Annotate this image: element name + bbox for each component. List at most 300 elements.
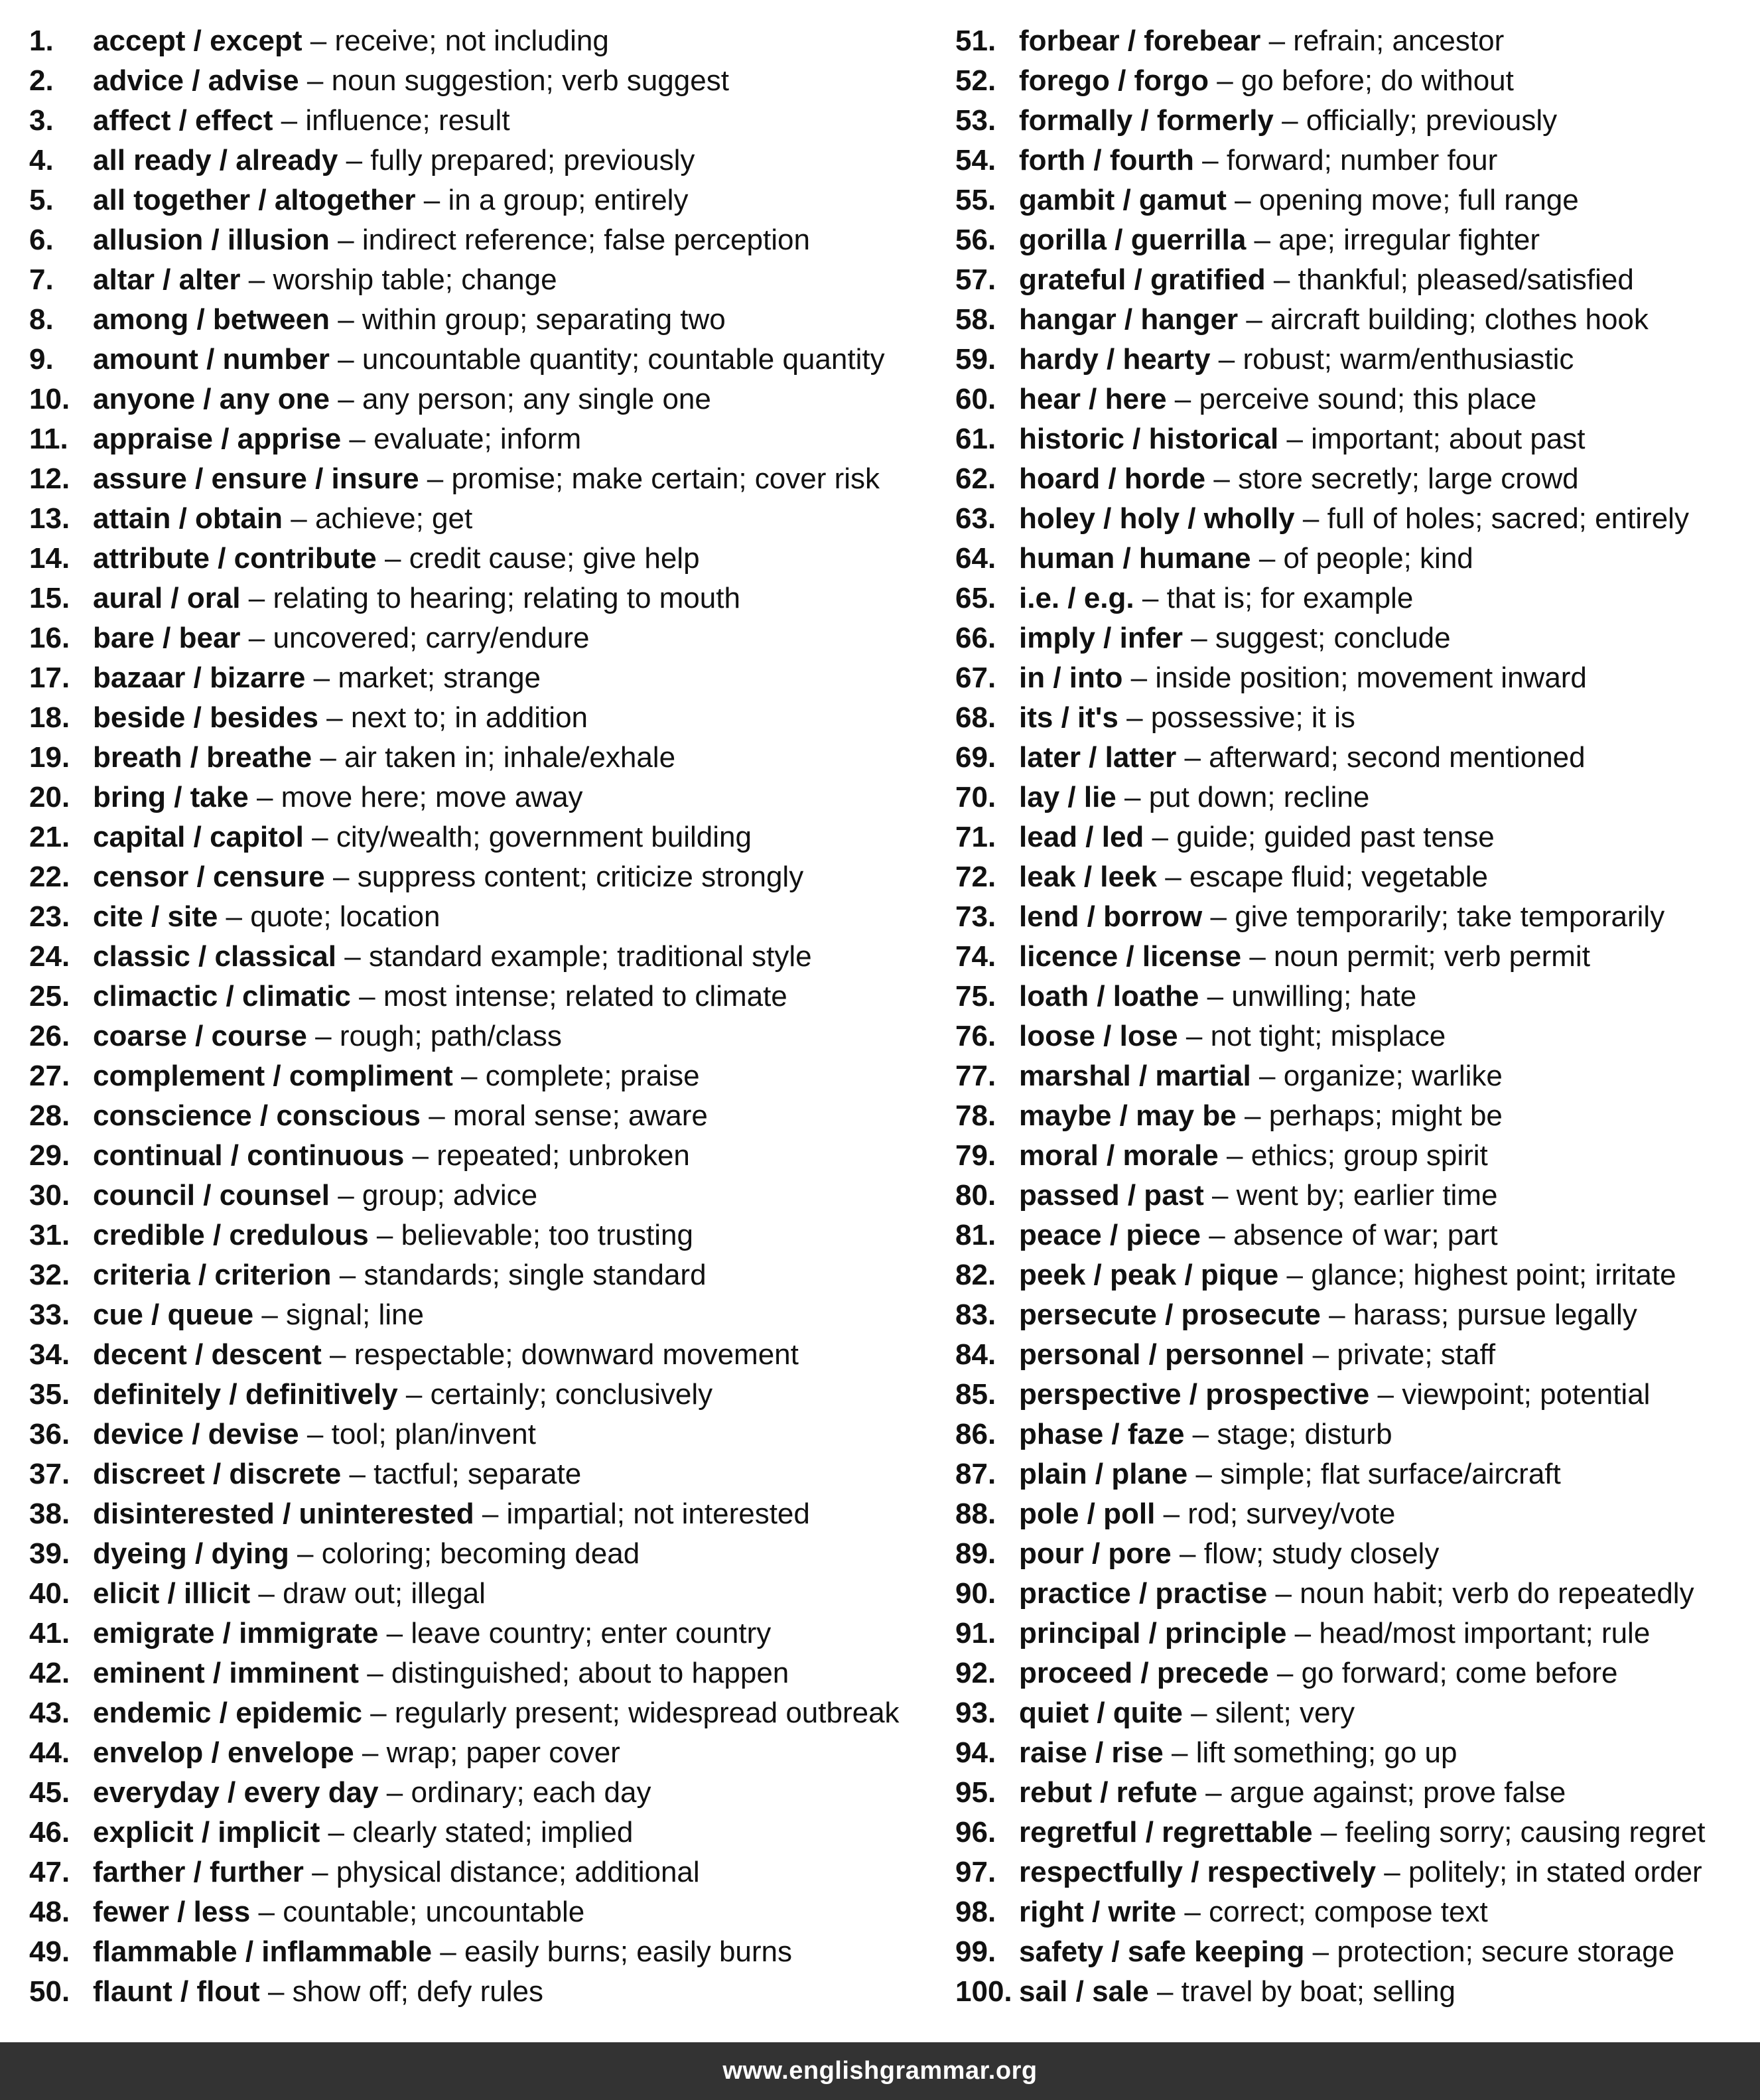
entry-number: 50. xyxy=(29,1975,70,2008)
entry-separator: – xyxy=(291,502,307,535)
entry-number: 29. xyxy=(29,1139,70,1172)
entry-words: loath / loathe xyxy=(1019,980,1199,1013)
list-item xyxy=(29,1016,925,1056)
entry-definition: moral sense; aware xyxy=(452,1099,708,1132)
entry-words: pour / pore xyxy=(1019,1537,1172,1570)
entry-words: later / latter xyxy=(1019,741,1177,774)
list-item xyxy=(29,1773,925,1813)
entry-separator: – xyxy=(1180,1537,1196,1570)
entry-number: 22. xyxy=(29,861,70,893)
entry-definition: unwilling; hate xyxy=(1231,980,1417,1013)
entry-definition: achieve; get xyxy=(314,502,473,535)
entry-definition: ordinary; each day xyxy=(411,1776,651,1809)
entry-separator: – xyxy=(1174,383,1191,415)
entry-words: hardy / hearty xyxy=(1019,343,1211,376)
entry-separator: – xyxy=(320,741,336,774)
entry-separator: – xyxy=(281,104,298,137)
entry-definition: physical distance; additional xyxy=(336,1856,700,1888)
entry-words: hangar / hanger xyxy=(1019,303,1239,336)
entry-definition: forward; number four xyxy=(1226,144,1498,176)
entry-words: aural / oral xyxy=(93,582,241,614)
entry-number: 64. xyxy=(955,542,996,575)
entry-number: 76. xyxy=(955,1020,996,1052)
entry-definition: relating to hearing; relating to mouth xyxy=(273,582,740,614)
entry-separator: – xyxy=(1130,662,1148,694)
entry-words: disinterested / uninterested xyxy=(93,1498,474,1530)
entry-definition: inside position; movement inward xyxy=(1155,662,1587,694)
entry-definition: in a group; entirely xyxy=(448,184,689,216)
entry-number: 36. xyxy=(29,1418,70,1450)
entry-words: council / counsel xyxy=(93,1179,330,1212)
entry-definition: ape; irregular fighter xyxy=(1278,224,1540,256)
list-item xyxy=(29,1216,925,1255)
list-item xyxy=(955,141,1760,180)
entry-separator: – xyxy=(226,900,243,933)
entry-number: 12. xyxy=(29,462,70,495)
entry-words: affect / effect xyxy=(93,104,273,137)
entry-definition: city/wealth; government building xyxy=(336,821,752,853)
entry-separator: – xyxy=(1286,1259,1303,1291)
list-item xyxy=(955,180,1760,220)
entry-definition: possessive; it is xyxy=(1150,701,1355,734)
entry-separator: – xyxy=(1205,1776,1222,1809)
entry-words: formally / formerly xyxy=(1019,104,1274,137)
entry-definition: clearly stated; implied xyxy=(352,1816,634,1849)
entry-number: 3. xyxy=(29,104,54,137)
entry-number: 47. xyxy=(29,1856,70,1888)
entry-separator: – xyxy=(326,701,343,734)
entry-definition: go forward; come before xyxy=(1301,1657,1618,1689)
list-item xyxy=(955,1773,1760,1813)
entry-separator: – xyxy=(1235,184,1251,216)
entry-words: principal / principle xyxy=(1019,1617,1287,1649)
entry-number: 40. xyxy=(29,1577,70,1610)
entry-number: 98. xyxy=(955,1896,996,1928)
entry-number: 46. xyxy=(29,1816,70,1849)
list-item xyxy=(29,1136,925,1176)
entry-definition: full of holes; sacred; entirely xyxy=(1327,502,1689,535)
entry-separator: – xyxy=(339,1259,356,1291)
entry-definition: that is; for example xyxy=(1166,582,1414,614)
entry-separator: – xyxy=(1244,1099,1261,1132)
list-item xyxy=(955,300,1760,340)
entry-number: 38. xyxy=(29,1498,70,1530)
entry-separator: – xyxy=(1195,1458,1212,1490)
entry-definition: private; staff xyxy=(1337,1338,1496,1371)
entry-separator: – xyxy=(376,1219,393,1251)
entry-separator: – xyxy=(310,25,327,57)
entry-words: everyday / every day xyxy=(93,1776,379,1809)
entry-number: 54. xyxy=(955,144,996,176)
entry-number: 61. xyxy=(955,423,996,455)
list-item xyxy=(955,1494,1760,1534)
entry-separator: – xyxy=(1163,1498,1180,1530)
entry-separator: – xyxy=(359,980,375,1013)
entry-definition: suppress content; criticize strongly xyxy=(357,861,804,893)
entry-words: bazaar / bizarre xyxy=(93,662,306,694)
entry-number: 91. xyxy=(955,1617,996,1649)
entry-definition: promise; make certain; cover risk xyxy=(451,462,880,495)
entry-words: farther / further xyxy=(93,1856,304,1888)
list-item xyxy=(29,1096,925,1136)
entry-separator: – xyxy=(1152,821,1169,853)
entry-words: emigrate / immigrate xyxy=(93,1617,379,1649)
entry-definition: officially; previously xyxy=(1306,104,1558,137)
entry-words: safety / safe keeping xyxy=(1019,1935,1305,1968)
entry-definition: complete; praise xyxy=(485,1060,700,1092)
list-item xyxy=(29,180,925,220)
list-item xyxy=(29,1454,925,1494)
entry-separator: – xyxy=(405,1378,423,1411)
entry-definition: signal; line xyxy=(286,1298,424,1331)
list-item xyxy=(955,937,1760,977)
entry-separator: – xyxy=(313,662,330,694)
entry-definition: respectable; downward movement xyxy=(354,1338,799,1371)
entry-definition: harass; pursue legally xyxy=(1353,1298,1637,1331)
list-item xyxy=(955,778,1760,817)
entry-words: attain / obtain xyxy=(93,502,283,535)
entry-words: hoard / horde xyxy=(1019,462,1206,495)
list-item xyxy=(29,340,925,380)
entry-number: 33. xyxy=(29,1298,70,1331)
list-item xyxy=(29,61,925,101)
entry-separator: – xyxy=(1209,1219,1225,1251)
entry-definition: noun permit; verb permit xyxy=(1274,940,1590,973)
entry-words: flammable / inflammable xyxy=(93,1935,433,1968)
entry-number: 1. xyxy=(29,25,54,57)
entry-separator: – xyxy=(248,622,265,654)
entry-definition: certainly; conclusively xyxy=(430,1378,713,1411)
list-item xyxy=(29,1653,925,1693)
entry-definition: distinguished; about to happen xyxy=(391,1657,789,1689)
entry-words: conscience / conscious xyxy=(93,1099,421,1132)
entry-separator: – xyxy=(1282,104,1298,137)
entry-separator: – xyxy=(1207,980,1224,1013)
entry-words: forth / fourth xyxy=(1019,144,1194,176)
list-item xyxy=(955,1892,1760,1932)
list-item xyxy=(955,539,1760,579)
entry-number: 97. xyxy=(955,1856,996,1888)
entry-separator: – xyxy=(1286,423,1303,455)
entry-words: attribute / contribute xyxy=(93,542,377,575)
list-item xyxy=(29,1415,925,1454)
list-item xyxy=(29,1176,925,1216)
list-item xyxy=(29,220,925,260)
list-item xyxy=(955,1733,1760,1773)
entry-definition: wrap; paper cover xyxy=(386,1736,620,1769)
entry-number: 86. xyxy=(955,1418,996,1450)
entry-number: 37. xyxy=(29,1458,70,1490)
entry-number: 41. xyxy=(29,1617,70,1649)
entry-number: 25. xyxy=(29,980,70,1013)
entry-words: right / write xyxy=(1019,1896,1177,1928)
entry-number: 71. xyxy=(955,821,996,853)
entry-words: rebut / refute xyxy=(1019,1776,1197,1809)
entry-number: 9. xyxy=(29,343,54,376)
entry-number: 45. xyxy=(29,1776,70,1809)
entry-words: peek / peak / pique xyxy=(1019,1259,1279,1291)
entry-number: 70. xyxy=(955,781,996,813)
entry-separator: – xyxy=(1254,224,1271,256)
entry-number: 60. xyxy=(955,383,996,415)
list-item xyxy=(29,1614,925,1653)
entry-words: personal / personnel xyxy=(1019,1338,1305,1371)
list-item xyxy=(29,937,925,977)
entry-separator: – xyxy=(1218,343,1235,376)
entry-definition: viewpoint; potential xyxy=(1402,1378,1651,1411)
entry-number: 57. xyxy=(955,263,996,296)
entry-number: 32. xyxy=(29,1259,70,1291)
entry-number: 17. xyxy=(29,662,70,694)
entry-separator: – xyxy=(385,542,401,575)
entry-number: 11. xyxy=(29,423,68,455)
entry-definition: market; strange xyxy=(338,662,541,694)
list-item xyxy=(29,300,925,340)
entry-separator: – xyxy=(338,1179,354,1212)
entry-words: passed / past xyxy=(1019,1179,1204,1212)
entry-number: 66. xyxy=(955,622,996,654)
entry-definition: flow; study closely xyxy=(1203,1537,1440,1570)
entry-definition: put down; recline xyxy=(1148,781,1370,813)
entry-words: coarse / course xyxy=(93,1020,307,1052)
entry-number: 74. xyxy=(955,940,996,973)
entry-separator: – xyxy=(1268,25,1286,57)
entry-separator: – xyxy=(349,1458,366,1490)
entry-number: 84. xyxy=(955,1338,996,1371)
entry-number: 68. xyxy=(955,701,996,734)
list-item xyxy=(955,1335,1760,1375)
entry-definition: draw out; illegal xyxy=(283,1577,486,1610)
entry-definition: repeated; unbroken xyxy=(437,1139,690,1172)
entry-separator: – xyxy=(1192,1418,1209,1450)
entry-separator: – xyxy=(1275,1577,1292,1610)
entry-definition: of people; kind xyxy=(1283,542,1473,575)
entry-words: forego / forgo xyxy=(1019,64,1209,97)
entry-number: 5. xyxy=(29,184,54,216)
entry-separator: – xyxy=(332,861,350,893)
entry-words: in / into xyxy=(1019,662,1123,694)
entry-separator: – xyxy=(330,1338,346,1371)
entry-separator: – xyxy=(338,343,354,376)
entry-words: phase / faze xyxy=(1019,1418,1185,1450)
entry-number: 24. xyxy=(29,940,70,973)
entry-definition: leave country; enter country xyxy=(411,1617,772,1649)
entry-number: 99. xyxy=(955,1935,996,1968)
entry-definition: afterward; second mentioned xyxy=(1209,741,1586,774)
entry-words: classic / classical xyxy=(93,940,336,973)
list-item xyxy=(29,539,925,579)
entry-definition: tool; plan/invent xyxy=(331,1418,536,1450)
entry-definition: receive; not including xyxy=(334,25,609,57)
entry-number: 95. xyxy=(955,1776,996,1809)
entry-words: climactic / climatic xyxy=(93,980,351,1013)
entry-number: 78. xyxy=(955,1099,996,1132)
entry-words: human / humane xyxy=(1019,542,1251,575)
list-item xyxy=(955,897,1760,937)
entry-definition: easily burns; easily burns xyxy=(464,1935,793,1968)
entry-number: 69. xyxy=(955,741,996,774)
list-item xyxy=(29,260,925,300)
entry-number: 79. xyxy=(955,1139,996,1172)
entry-definition: suggest; conclude xyxy=(1215,622,1451,654)
entry-words: assure / ensure / insure xyxy=(93,462,419,495)
entry-number: 35. xyxy=(29,1378,70,1411)
entry-separator: – xyxy=(1184,1896,1201,1928)
entry-separator: – xyxy=(1124,781,1141,813)
entry-words: credible / credulous xyxy=(93,1219,369,1251)
list-item xyxy=(29,1892,925,1932)
entry-words: gorilla / guerrilla xyxy=(1019,224,1247,256)
entry-words: i.e. / e.g. xyxy=(1019,582,1134,614)
entry-words: leak / leek xyxy=(1019,861,1157,893)
entry-number: 21. xyxy=(29,821,70,853)
entry-definition: indirect reference; false perception xyxy=(362,224,810,256)
entry-words: quiet / quite xyxy=(1019,1697,1183,1729)
entry-separator: – xyxy=(429,1099,445,1132)
entry-number: 82. xyxy=(955,1259,996,1291)
entry-words: altar / alter xyxy=(93,263,241,296)
entry-words: accept / except xyxy=(93,25,303,57)
entry-number: 15. xyxy=(29,582,70,614)
entry-separator: – xyxy=(1202,144,1219,176)
entry-words: among / between xyxy=(93,303,330,336)
entry-words: capital / capitol xyxy=(93,821,304,853)
entry-separator: – xyxy=(1191,622,1207,654)
entry-separator: – xyxy=(1320,1816,1337,1849)
list-item xyxy=(955,618,1760,658)
entry-words: bare / bear xyxy=(93,622,241,654)
entry-number: 13. xyxy=(29,502,70,535)
entry-words: anyone / any one xyxy=(93,383,330,415)
entry-number: 8. xyxy=(29,303,54,336)
entry-words: persecute / prosecute xyxy=(1019,1298,1321,1331)
entry-number: 10. xyxy=(29,383,70,415)
entry-words: proceed / precede xyxy=(1019,1657,1269,1689)
entry-words: envelop / envelope xyxy=(93,1736,354,1769)
entry-definition: head/most important; rule xyxy=(1319,1617,1651,1649)
entry-number: 81. xyxy=(955,1219,996,1251)
entry-number: 19. xyxy=(29,741,70,774)
entry-words: cite / site xyxy=(93,900,218,933)
entry-number: 100. xyxy=(955,1975,1012,2008)
entry-number: 83. xyxy=(955,1298,996,1331)
entry-definition: quote; location xyxy=(250,900,440,933)
entry-separator: – xyxy=(315,1020,332,1052)
list-item xyxy=(29,419,925,459)
entry-definition: organize; warlike xyxy=(1283,1060,1503,1092)
entry-number: 48. xyxy=(29,1896,70,1928)
entry-separator: – xyxy=(256,781,273,813)
entry-separator: – xyxy=(386,1776,403,1809)
entry-number: 80. xyxy=(955,1179,996,1212)
entry-number: 73. xyxy=(955,900,996,933)
list-item xyxy=(29,1295,925,1335)
list-item xyxy=(955,1375,1760,1415)
entry-definition: ethics; group spirit xyxy=(1251,1139,1488,1172)
footer-url[interactable]: www.englishgrammar.org xyxy=(722,2057,1038,2085)
list-item xyxy=(955,499,1760,539)
entry-definition: noun habit; verb do repeatedly xyxy=(1300,1577,1694,1610)
entry-separator: – xyxy=(412,1139,429,1172)
entry-number: 53. xyxy=(955,104,996,137)
entry-separator: – xyxy=(427,462,444,495)
entry-separator: – xyxy=(482,1498,499,1530)
list-item xyxy=(955,817,1760,857)
entry-definition: simple; flat surface/aircraft xyxy=(1220,1458,1561,1490)
list-item xyxy=(29,1972,925,2012)
entry-number: 51. xyxy=(955,25,996,57)
entry-words: hear / here xyxy=(1019,383,1167,415)
entry-number: 65. xyxy=(955,582,996,614)
entry-number: 20. xyxy=(29,781,70,813)
entry-separator: – xyxy=(1227,1139,1243,1172)
entry-definition: travel by boat; selling xyxy=(1181,1975,1455,2008)
list-item xyxy=(955,380,1760,419)
entry-words: amount / number xyxy=(93,343,330,376)
entry-definition: perceive sound; this place xyxy=(1199,383,1537,415)
entry-definition: most intense; related to climate xyxy=(383,980,787,1013)
entry-number: 14. xyxy=(29,542,70,575)
entry-words: moral / morale xyxy=(1019,1139,1219,1172)
entry-separator: – xyxy=(1171,1736,1188,1769)
entry-separator: – xyxy=(338,383,354,415)
entry-definition: rough; path/class xyxy=(339,1020,562,1052)
entry-definition: rod; survey/vote xyxy=(1187,1498,1396,1530)
entry-separator: – xyxy=(1156,1975,1174,2008)
list-item xyxy=(29,1853,925,1892)
entry-separator: – xyxy=(423,184,440,216)
list-item xyxy=(955,1295,1760,1335)
entry-number: 96. xyxy=(955,1816,996,1849)
entry-separator: – xyxy=(1246,303,1262,336)
entry-number: 56. xyxy=(955,224,996,256)
list-item xyxy=(29,21,925,61)
list-item xyxy=(955,1853,1760,1892)
entry-words: lay / lie xyxy=(1019,781,1117,813)
list-item xyxy=(955,1454,1760,1494)
entry-words: its / it's xyxy=(1019,701,1118,734)
entry-separator: – xyxy=(248,263,265,296)
entry-number: 75. xyxy=(955,980,996,1013)
entry-number: 90. xyxy=(955,1577,996,1610)
list-item xyxy=(955,579,1760,618)
entry-separator: – xyxy=(386,1617,403,1649)
entry-separator: – xyxy=(1142,582,1159,614)
entry-separator: – xyxy=(370,1697,387,1729)
entry-separator: – xyxy=(461,1060,478,1092)
entry-words: regretful / regrettable xyxy=(1019,1816,1313,1849)
list-item xyxy=(29,1693,925,1733)
entry-number: 94. xyxy=(955,1736,996,1769)
list-item xyxy=(955,1534,1760,1574)
entry-number: 4. xyxy=(29,144,54,176)
list-item xyxy=(29,579,925,618)
entry-words: eminent / imminent xyxy=(93,1657,359,1689)
entry-words: plain / plane xyxy=(1019,1458,1188,1490)
word-list xyxy=(0,21,1760,2012)
entry-number: 6. xyxy=(29,224,54,256)
list-item xyxy=(955,1136,1760,1176)
entry-number: 31. xyxy=(29,1219,70,1251)
list-item xyxy=(955,738,1760,778)
entry-separator: – xyxy=(1294,1617,1312,1649)
entry-definition: air taken in; inhale/exhale xyxy=(344,741,676,774)
entry-words: raise / rise xyxy=(1019,1736,1164,1769)
list-item xyxy=(29,1335,925,1375)
entry-number: 16. xyxy=(29,622,70,654)
entry-definition: move here; move away xyxy=(281,781,583,813)
list-item xyxy=(955,1016,1760,1056)
